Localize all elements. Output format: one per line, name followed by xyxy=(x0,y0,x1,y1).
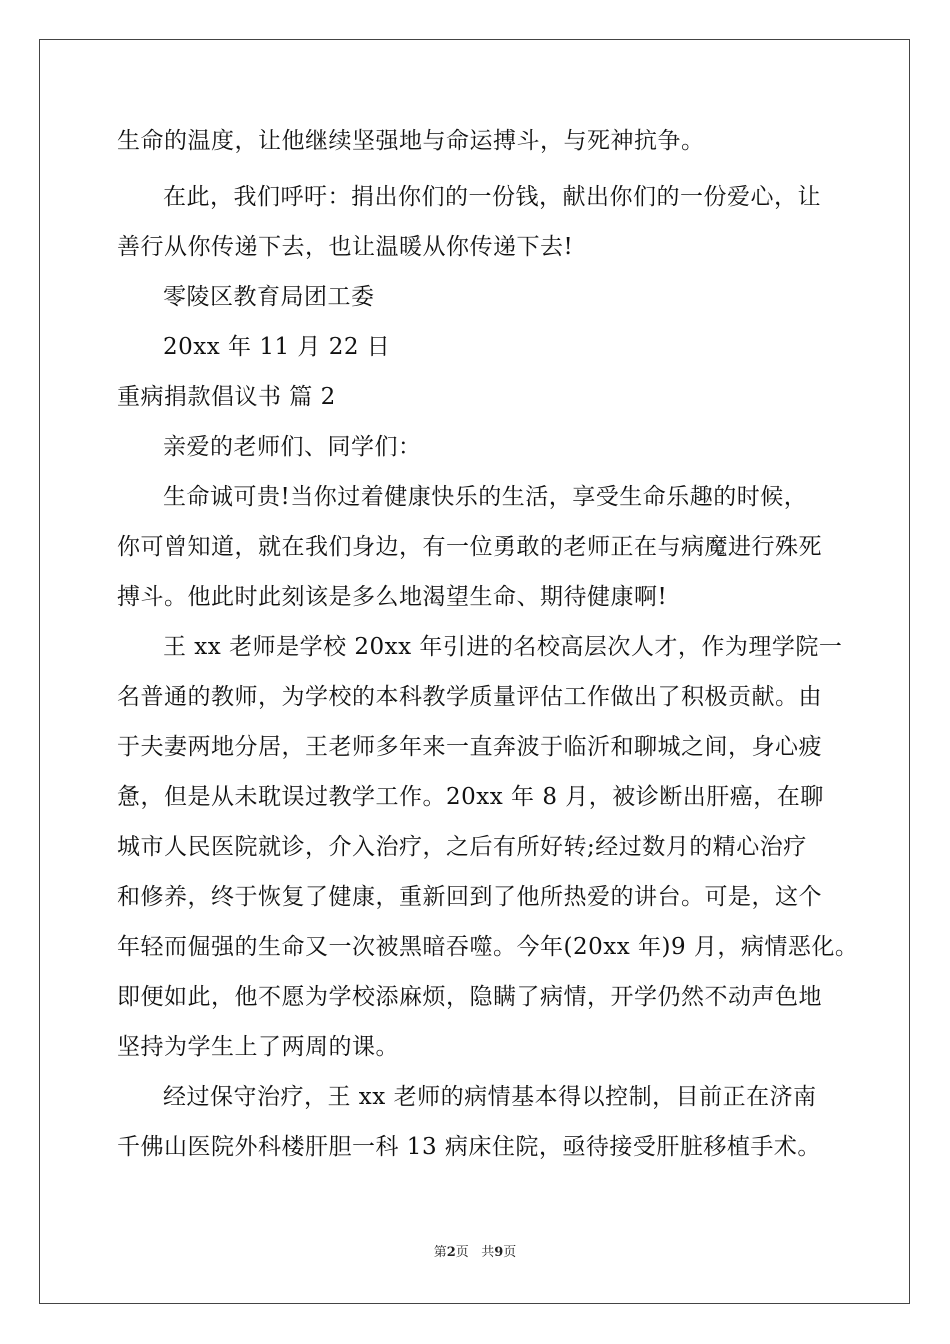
body-line: 善行从你传递下去，也让温暖从你传递下去! xyxy=(117,234,574,260)
body-line: 千佛山医院外科楼肝胆一科 13 病床住院，亟待接受肝脏移植手术。 xyxy=(117,1134,821,1160)
body-line: 和修养，终于恢复了健康，重新回到了他所热爱的讲台。可是，这个 xyxy=(117,884,822,910)
body-line: 在此，我们呼吁：捐出你们的一份钱，献出你们的一份爱心，让 xyxy=(163,184,821,210)
body-line: 城市人民医院就诊，介入治疗，之后有所好转;经过数月的精心治疗 xyxy=(117,834,807,860)
page-current: 2 xyxy=(446,1245,456,1260)
body-line: 名普通的教师，为学校的本科教学质量评估工作做出了积极贡献。由 xyxy=(117,684,822,710)
body-line: 生命诚可贵!当你过着健康快乐的生活，享受生命乐趣的时候， xyxy=(163,484,808,510)
body-line: 惫，但是从未耽误过教学工作。20xx 年 8 月，被诊断出肝癌，在聊 xyxy=(117,784,824,810)
signature-org: 零陵区教育局团工委 xyxy=(163,284,375,310)
signature-date: 20xx 年 11 月 22 日 xyxy=(163,334,391,360)
page-footer xyxy=(0,1245,950,1261)
body-line: 年轻而倔强的生命又一次被黑暗吞噬。今年(20xx 年)9 月，病情恶化。 xyxy=(117,934,859,960)
page-suffix: 页 xyxy=(455,1245,469,1260)
body-line: 王 xx 老师是学校 20xx 年引进的名校高层次人才，作为理学院一 xyxy=(163,634,843,660)
page-prefix: 第 xyxy=(433,1245,447,1260)
body-line: 搏斗。他此时此刻该是多么地渴望生命、期待健康啊! xyxy=(117,584,668,610)
body-line: 坚持为学生上了两周的课。 xyxy=(117,1034,399,1060)
total-suffix: 页 xyxy=(503,1245,517,1260)
salutation: 亲爱的老师们、同学们： xyxy=(163,434,422,460)
body-line: 经过保守治疗，王 xx 老师的病情基本得以控制，目前正在济南 xyxy=(163,1084,817,1110)
total-prefix: 共 xyxy=(481,1245,495,1260)
section-title: 重病捐款倡议书 篇 2 xyxy=(117,384,336,410)
body-line: 即便如此，他不愿为学校添麻烦，隐瞒了病情，开学仍然不动声色地 xyxy=(117,984,822,1010)
body-line: 于夫妻两地分居，王老师多年来一直奔波于临沂和聊城之间，身心疲 xyxy=(117,734,822,760)
body-line: 你可曾知道，就在我们身边，有一位勇敢的老师正在与病魔进行殊死 xyxy=(117,534,822,560)
body-line: 生命的温度，让他继续坚强地与命运搏斗，与死神抗争。 xyxy=(117,128,705,154)
page-frame xyxy=(39,39,910,1304)
page-total: 9 xyxy=(494,1245,504,1260)
